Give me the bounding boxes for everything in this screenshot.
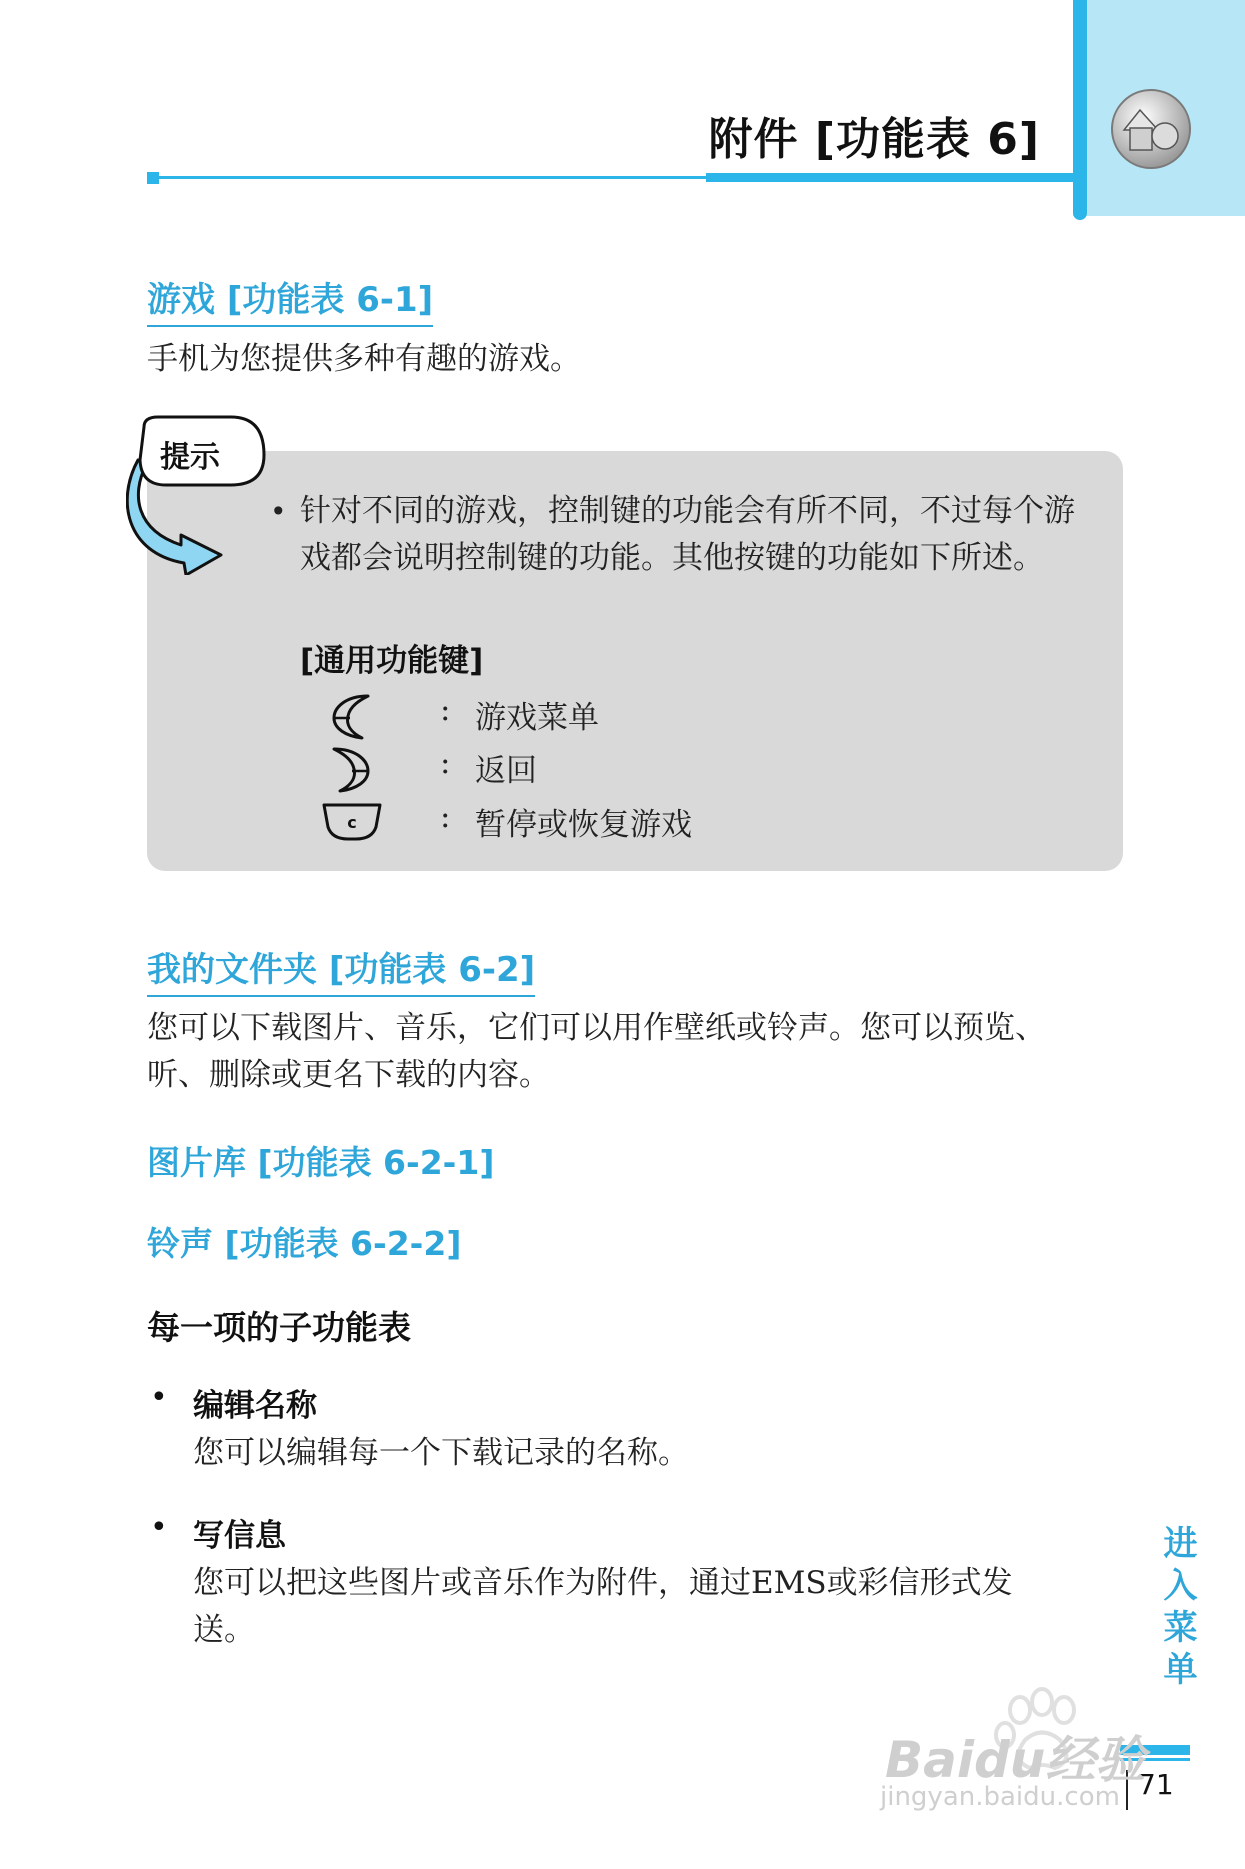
tip-text: 针对不同的游戏，控制键的功能会有所不同，不过每个游戏都会说明控制键的功能。其他按键的功能如下所述。 — [300, 493, 1075, 576]
bullet-dot: • — [150, 1510, 168, 1545]
title-rule-thick — [706, 173, 1073, 182]
page-title: 附件 [功能表 6] — [708, 114, 1040, 165]
section-folder-title: 我的文件夹 [功能表 6-2] — [147, 942, 535, 997]
item-rename-title: 编辑名称 — [193, 1388, 317, 1424]
header-side-stripe — [1073, 0, 1087, 220]
side-tab-label: 进入菜单 — [1157, 1525, 1197, 1693]
section-folder-intro: 您可以下载图片、音乐，它们可以用作壁纸或铃声。您可以预览、听、删除或更名下载的内容。 — [147, 1010, 1046, 1093]
watermark-url: jingyan.baidu.com — [880, 1782, 1120, 1812]
watermark-brand: Baidu经验 — [885, 1731, 1146, 1789]
key-row-back — [320, 743, 880, 793]
clear-key-letter: c — [347, 813, 357, 832]
sub-ringtone-title: 铃声 [功能表 6-2-2] — [147, 1224, 462, 1263]
section-games-intro: 手机为您提供多种有趣的游戏。 — [147, 341, 581, 377]
sub-gallery-title: 图片库 [功能表 6-2-1] — [147, 1143, 495, 1182]
title-rule — [148, 176, 706, 179]
key-colon: : — [440, 692, 451, 728]
shapes-icon — [1110, 88, 1192, 170]
item-rename-desc: 您可以编辑每一个下载记录的名称。 — [193, 1435, 689, 1471]
key-desc-menu: 游戏菜单 — [475, 700, 599, 736]
tip-label: 提示 — [160, 440, 220, 475]
key-row-menu — [320, 690, 880, 740]
section-games-title: 游戏 [功能表 6-1] — [147, 272, 433, 327]
page-number: 71 — [1138, 1768, 1174, 1801]
submenu-title: 每一项的子功能表 — [147, 1308, 411, 1347]
title-rule-dot — [147, 172, 159, 184]
clear-key-icon — [320, 797, 382, 847]
key-row-pause — [320, 797, 880, 847]
key-desc-back: 返回 — [475, 753, 537, 789]
left-soft-key-icon — [320, 690, 382, 740]
key-colon: : — [440, 799, 451, 835]
keys-title: [通用功能键] — [300, 643, 484, 679]
key-colon: : — [440, 745, 451, 781]
tip-bullet: • — [270, 495, 287, 528]
bullet-dot: • — [150, 1380, 168, 1415]
right-soft-key-icon — [320, 743, 382, 793]
item-message-title: 写信息 — [193, 1518, 286, 1554]
item-message-desc: 您可以把这些图片或音乐作为附件，通过EMS或彩信形式发送。 — [193, 1565, 1013, 1648]
key-desc-pause: 暂停或恢复游戏 — [475, 807, 692, 843]
